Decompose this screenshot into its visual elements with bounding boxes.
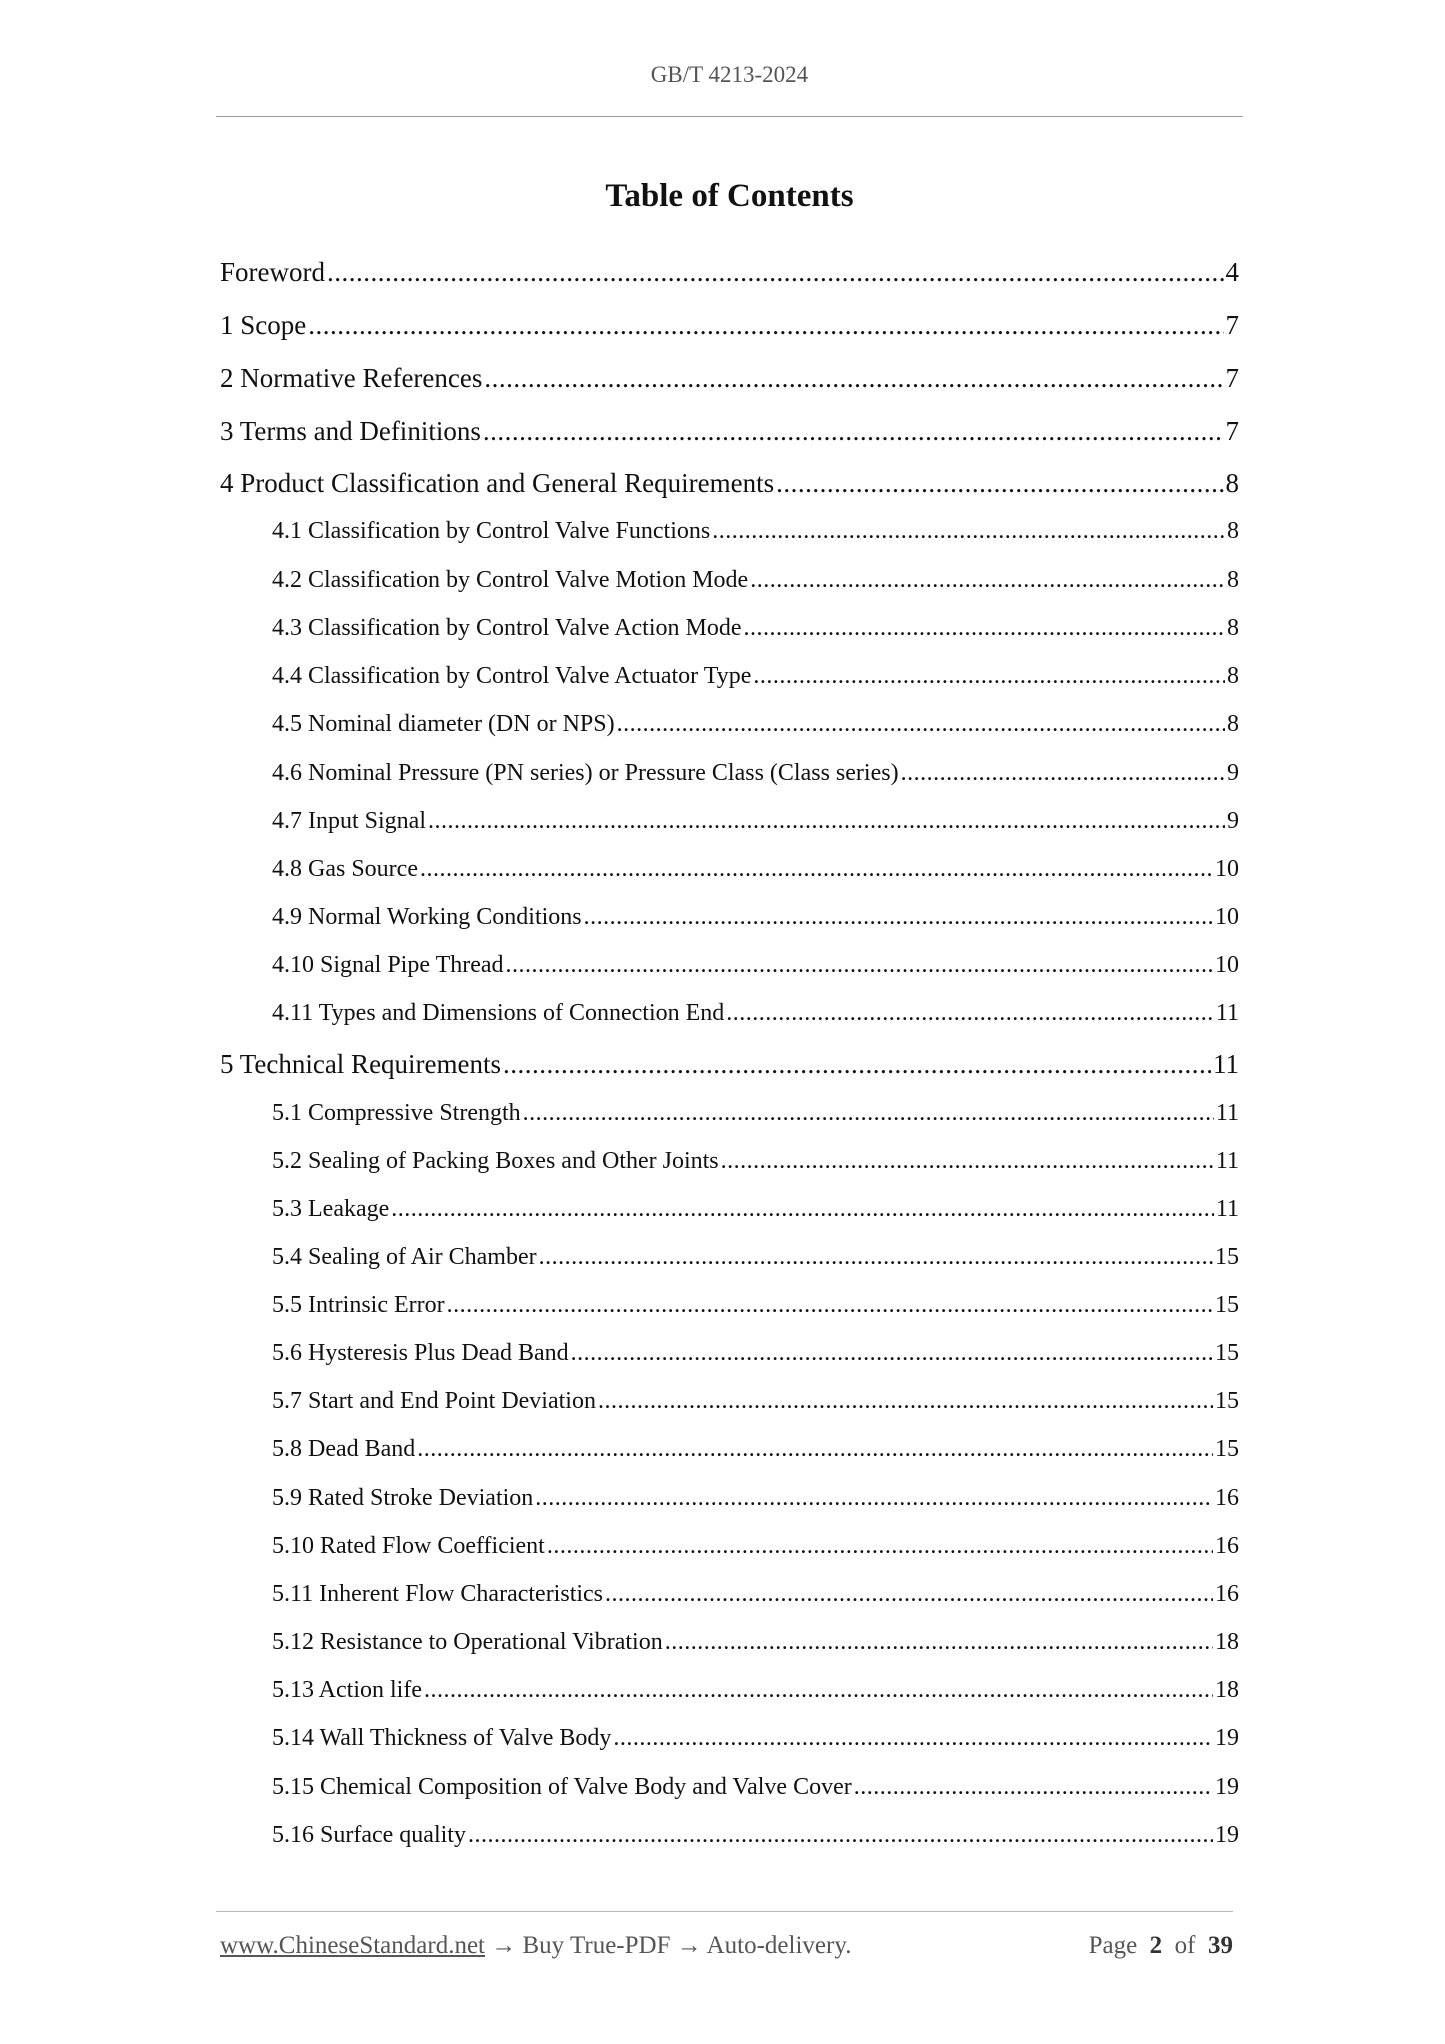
toc-entry-label: 5.2 Sealing of Packing Boxes and Other Joints [272, 1148, 719, 1174]
toc-entry-page: 7 [1225, 416, 1239, 446]
toc-entry[interactable] [272, 856, 1239, 888]
toc-entry-page: 11 [1215, 1196, 1239, 1222]
site-link[interactable]: www.ChineseStandard.net [220, 1932, 485, 1959]
toc-entry-page: 10 [1215, 856, 1239, 882]
toc-entry-label: 4 Product Classification and General Requirements [220, 468, 775, 498]
toc-dot-leader [468, 1822, 1213, 1849]
toc-entry[interactable] [272, 1100, 1239, 1132]
toc-dot-leader [327, 257, 1224, 288]
toc-dot-leader [484, 363, 1223, 394]
toc-entry-page: 8 [1227, 663, 1239, 689]
toc-entry-label: 4.3 Classification by Control Valve Action Mode [272, 615, 742, 641]
toc-entry[interactable] [272, 1485, 1239, 1517]
toc-entry[interactable] [272, 808, 1239, 840]
toc-entry-page: 8 [1227, 615, 1239, 641]
toc-entry-label: 5.6 Hysteresis Plus Dead Band [272, 1340, 569, 1366]
toc-entry-page: 15 [1215, 1292, 1239, 1318]
toc-entry-label: 5.13 Action life [272, 1677, 422, 1703]
auto-delivery-text: Auto-delivery. [706, 1932, 852, 1959]
toc-entry-label: 4.1 Classification by Control Valve Functions [272, 518, 711, 544]
toc-entry-page: 16 [1215, 1581, 1239, 1607]
toc-dot-leader [417, 1436, 1213, 1463]
page-word: Page [1088, 1932, 1138, 1959]
toc-entry-label: 4.2 Classification by Control Valve Motion Mode [272, 567, 749, 593]
toc-entry-label: 5.4 Sealing of Air Chamber [272, 1244, 537, 1270]
toc-entry-page: 16 [1215, 1533, 1239, 1559]
toc-dot-leader [744, 615, 1225, 642]
toc-dot-leader [726, 1000, 1214, 1027]
toc-dot-leader [753, 663, 1225, 690]
toc-entry[interactable] [220, 257, 1239, 293]
toc-entry-page: 11 [1215, 1000, 1239, 1026]
toc-entry-label: 4.8 Gas Source [272, 856, 418, 882]
toc-dot-leader [750, 567, 1225, 594]
toc-entry[interactable] [272, 904, 1239, 936]
toc-entry-label: 2 Normative References [220, 363, 483, 393]
toc-entry[interactable] [220, 468, 1239, 504]
toc-entry-page: 15 [1215, 1388, 1239, 1414]
toc-entry-page: 15 [1215, 1244, 1239, 1270]
toc-entry[interactable] [272, 1581, 1239, 1613]
toc-entry[interactable] [272, 1340, 1239, 1372]
toc-entry-page: 10 [1215, 904, 1239, 930]
buy-true-pdf-text: Buy True-PDF [522, 1932, 671, 1959]
toc-entry-label: 5.14 Wall Thickness of Valve Body [272, 1725, 612, 1751]
toc-entry-page: 11 [1213, 1049, 1239, 1079]
toc-entry-label: 4.6 Nominal Pressure (PN series) or Pressure Class (Class series) [272, 760, 899, 786]
toc-entry[interactable] [272, 1244, 1239, 1276]
toc-dot-leader [854, 1774, 1213, 1801]
toc-entry[interactable] [220, 310, 1239, 346]
page-title: Table of Contents [605, 178, 854, 214]
toc-entry-label: 5.8 Dead Band [272, 1436, 416, 1462]
toc-entry-label: 5.10 Rated Flow Coefficient [272, 1533, 545, 1559]
toc-entry-label: 5.3 Leakage [272, 1196, 390, 1222]
toc-entry[interactable] [272, 1822, 1239, 1854]
toc-entry[interactable] [272, 567, 1239, 599]
arrow-right-icon: → [676, 1932, 702, 1959]
toc-dot-leader [523, 1100, 1214, 1127]
toc-dot-leader [483, 416, 1224, 447]
toc-dot-leader [506, 952, 1213, 979]
toc-dot-leader [721, 1148, 1214, 1175]
header-divider [216, 116, 1243, 117]
toc-entry-label: 4.5 Nominal diameter (DN or NPS) [272, 711, 615, 737]
toc-entry-page: 7 [1225, 310, 1239, 340]
toc-entry[interactable] [272, 1533, 1239, 1565]
toc-entry[interactable] [272, 1148, 1239, 1180]
toc-dot-leader [901, 760, 1225, 787]
toc-dot-leader [598, 1388, 1213, 1415]
toc-entry-label: 5.11 Inherent Flow Characteristics [272, 1581, 604, 1607]
toc-entry[interactable] [220, 1049, 1239, 1085]
toc-entry[interactable] [272, 663, 1239, 695]
toc-entry-page: 10 [1215, 952, 1239, 978]
toc-entry-page: 18 [1215, 1677, 1239, 1703]
toc-entry[interactable] [272, 615, 1239, 647]
toc-dot-leader [535, 1485, 1213, 1512]
toc-dot-leader [420, 856, 1213, 883]
toc-entry-page: 8 [1227, 567, 1239, 593]
toc-entry-label: 5.12 Resistance to Operational Vibration [272, 1629, 663, 1655]
toc-entry-page: 15 [1215, 1436, 1239, 1462]
toc-entry[interactable] [272, 1677, 1239, 1709]
toc-entry-page: 7 [1225, 363, 1239, 393]
toc-entry-page: 18 [1215, 1629, 1239, 1655]
toc-dot-leader [605, 1581, 1213, 1608]
page-indicator [1089, 1932, 1233, 1960]
toc-entry[interactable] [220, 363, 1239, 399]
toc-entry-page: 4 [1225, 257, 1239, 287]
toc-entry[interactable] [272, 1292, 1239, 1324]
toc-dot-leader [617, 711, 1225, 738]
total-pages-number: 39 [1208, 1932, 1233, 1959]
toc-entry-label: 5.15 Chemical Composition of Valve Body and Valve Cover [272, 1774, 852, 1800]
toc-entry-page: 8 [1225, 468, 1239, 498]
toc-entry-label: 5.1 Compressive Strength [272, 1100, 521, 1126]
toc-dot-leader [447, 1292, 1213, 1319]
toc-entry-label: 5 Technical Requirements [220, 1049, 502, 1079]
toc-entry-page: 11 [1215, 1100, 1239, 1126]
toc-entry-label: 4.11 Types and Dimensions of Connection End [272, 1000, 725, 1026]
toc-dot-leader [665, 1629, 1213, 1656]
toc-dot-leader [584, 904, 1213, 931]
toc-entry-label: Foreword [220, 257, 325, 287]
toc-dot-leader [424, 1677, 1213, 1704]
toc-entry-label: 3 Terms and Definitions [220, 416, 481, 446]
toc-entry-label: 4.9 Normal Working Conditions [272, 904, 582, 930]
of-word: of [1174, 1932, 1196, 1959]
toc-dot-leader [391, 1196, 1214, 1223]
toc-entry[interactable] [272, 952, 1239, 984]
toc-entry-label: 5.5 Intrinsic Error [272, 1292, 445, 1318]
toc-entry-label: 5.16 Surface quality [272, 1822, 466, 1848]
toc-entry[interactable] [220, 416, 1239, 452]
toc-entry-page: 16 [1215, 1485, 1239, 1511]
toc-entry[interactable] [272, 518, 1239, 550]
toc-entry-page: 19 [1215, 1725, 1239, 1751]
toc-dot-leader [571, 1340, 1213, 1367]
toc-entry-label: 1 Scope [220, 310, 307, 340]
current-page-number: 2 [1149, 1932, 1163, 1959]
toc-entry[interactable] [272, 1388, 1239, 1420]
toc-entry-label: 4.10 Signal Pipe Thread [272, 952, 504, 978]
toc-entry[interactable] [272, 1000, 1239, 1032]
toc-entry[interactable] [272, 1725, 1239, 1757]
toc-entry-page: 9 [1227, 808, 1239, 834]
toc-entry[interactable] [272, 1196, 1239, 1228]
toc-entry-page: 9 [1227, 760, 1239, 786]
toc-entry-page: 11 [1215, 1148, 1239, 1174]
toc-entry[interactable] [272, 1629, 1239, 1661]
toc-entry[interactable] [272, 711, 1239, 743]
page-footer [220, 1932, 1233, 1960]
toc-dot-leader [308, 310, 1223, 341]
toc-entry-page: 19 [1215, 1774, 1239, 1800]
toc-entry[interactable] [272, 1774, 1239, 1806]
arrow-right-icon: → [491, 1932, 517, 1959]
toc-entry-label: 4.7 Input Signal [272, 808, 426, 834]
document-code-header: GB/T 4213-2024 [650, 62, 809, 87]
toc-entry-label: 5.9 Rated Stroke Deviation [272, 1485, 534, 1511]
toc-dot-leader [613, 1725, 1213, 1752]
toc-entry-page: 8 [1227, 711, 1239, 737]
toc-dot-leader [547, 1533, 1213, 1560]
toc-entry-page: 15 [1215, 1340, 1239, 1366]
toc-entry-page: 8 [1227, 518, 1239, 544]
toc-entry-label: 4.4 Classification by Control Valve Actuator Type [272, 663, 752, 689]
toc-dot-leader [776, 468, 1223, 499]
toc-entry-page: 19 [1215, 1822, 1239, 1848]
toc-entry[interactable] [272, 1436, 1239, 1468]
footer-promo [220, 1932, 851, 1960]
toc-dot-leader [539, 1244, 1213, 1271]
toc-dot-leader [503, 1049, 1211, 1080]
toc-dot-leader [712, 518, 1225, 545]
toc-entry-label: 5.7 Start and End Point Deviation [272, 1388, 596, 1414]
toc-entry[interactable] [272, 760, 1239, 792]
toc-dot-leader [428, 808, 1225, 835]
footer-divider [216, 1911, 1233, 1912]
